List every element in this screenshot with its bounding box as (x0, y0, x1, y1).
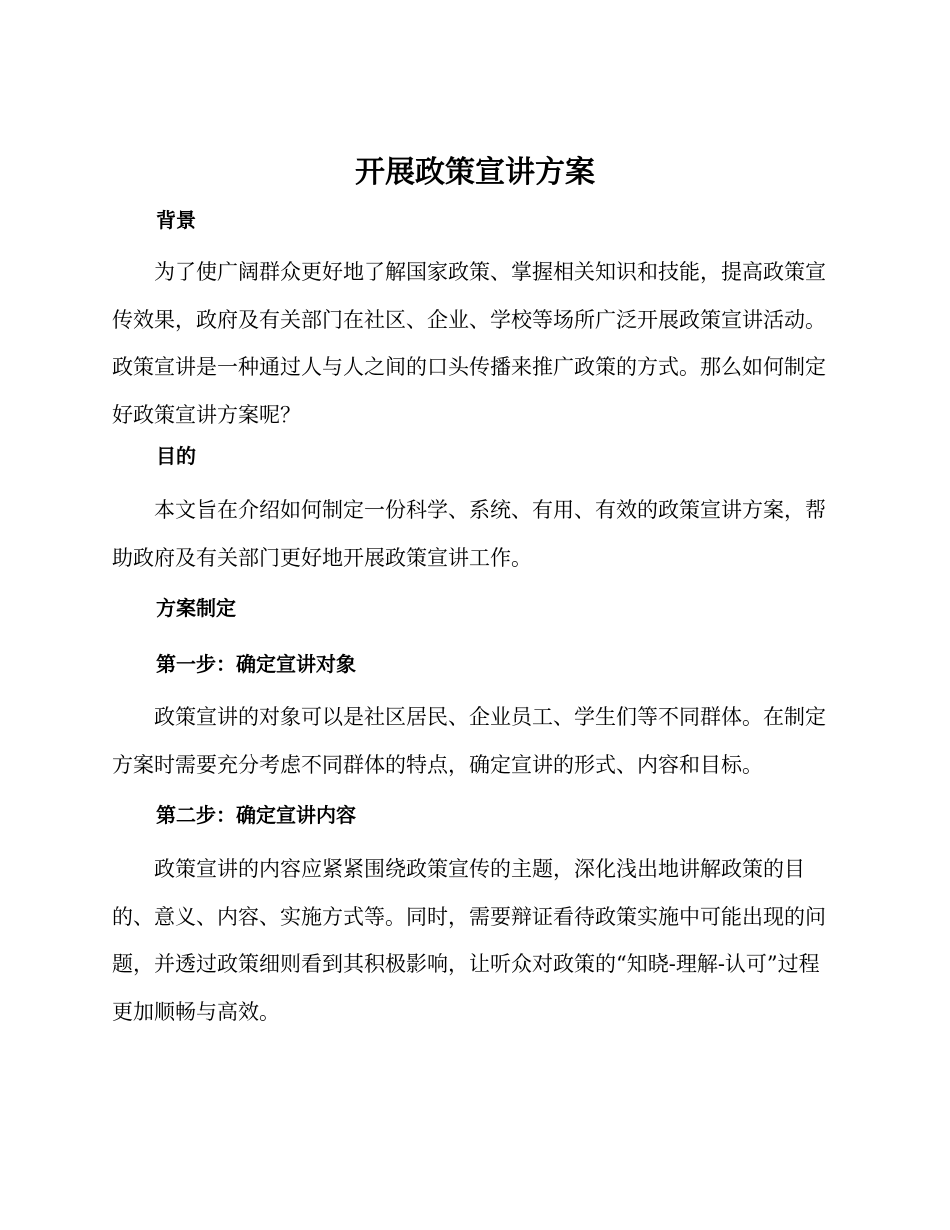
section-paragraph-step-two: 政策宣讲的内容应紧紧围绕政策宣传的主题，深化浅出地讲解政策的目的、意义、内容、实施方式等。同时，需要辩证看待政策实施中可能出现的问题，并透过政策细则看到其积极影响，让听众对政策的“知晓-理解-认可”过程更加顺畅与高效。 (112, 857, 826, 1024)
section-heading-background: 背景 (156, 208, 196, 232)
document-title: 开展政策宣讲方案 (355, 155, 595, 190)
section-heading-plan: 方案制定 (156, 596, 236, 620)
section-heading-step-two: 第二步：确定宣讲内容 (156, 803, 356, 827)
section-paragraph-purpose: 本文旨在介绍如何制定一份科学、系统、有用、有效的政策宣讲方案，帮助政府及有关部门更好地开展政策宣讲工作。 (112, 498, 826, 570)
section-heading-purpose: 目的 (156, 444, 196, 468)
section-paragraph-step-one: 政策宣讲的对象可以是社区居民、企业员工、学生们等不同群体。在制定方案时需要充分考虑不同群体的特点，确定宣讲的形式、内容和目标。 (112, 705, 826, 777)
section-heading-step-one: 第一步：确定宣讲对象 (156, 652, 356, 676)
section-paragraph-background: 为了使广阔群众更好地了解国家政策、掌握相关知识和技能，提高政策宣传效果，政府及有关部门在社区、企业、学校等场所广泛开展政策宣讲活动。政策宣讲是一种通过人与人之间的口头传播来推广政策的方式。那么如何制定好政策宣讲方案呢？ (112, 260, 826, 427)
